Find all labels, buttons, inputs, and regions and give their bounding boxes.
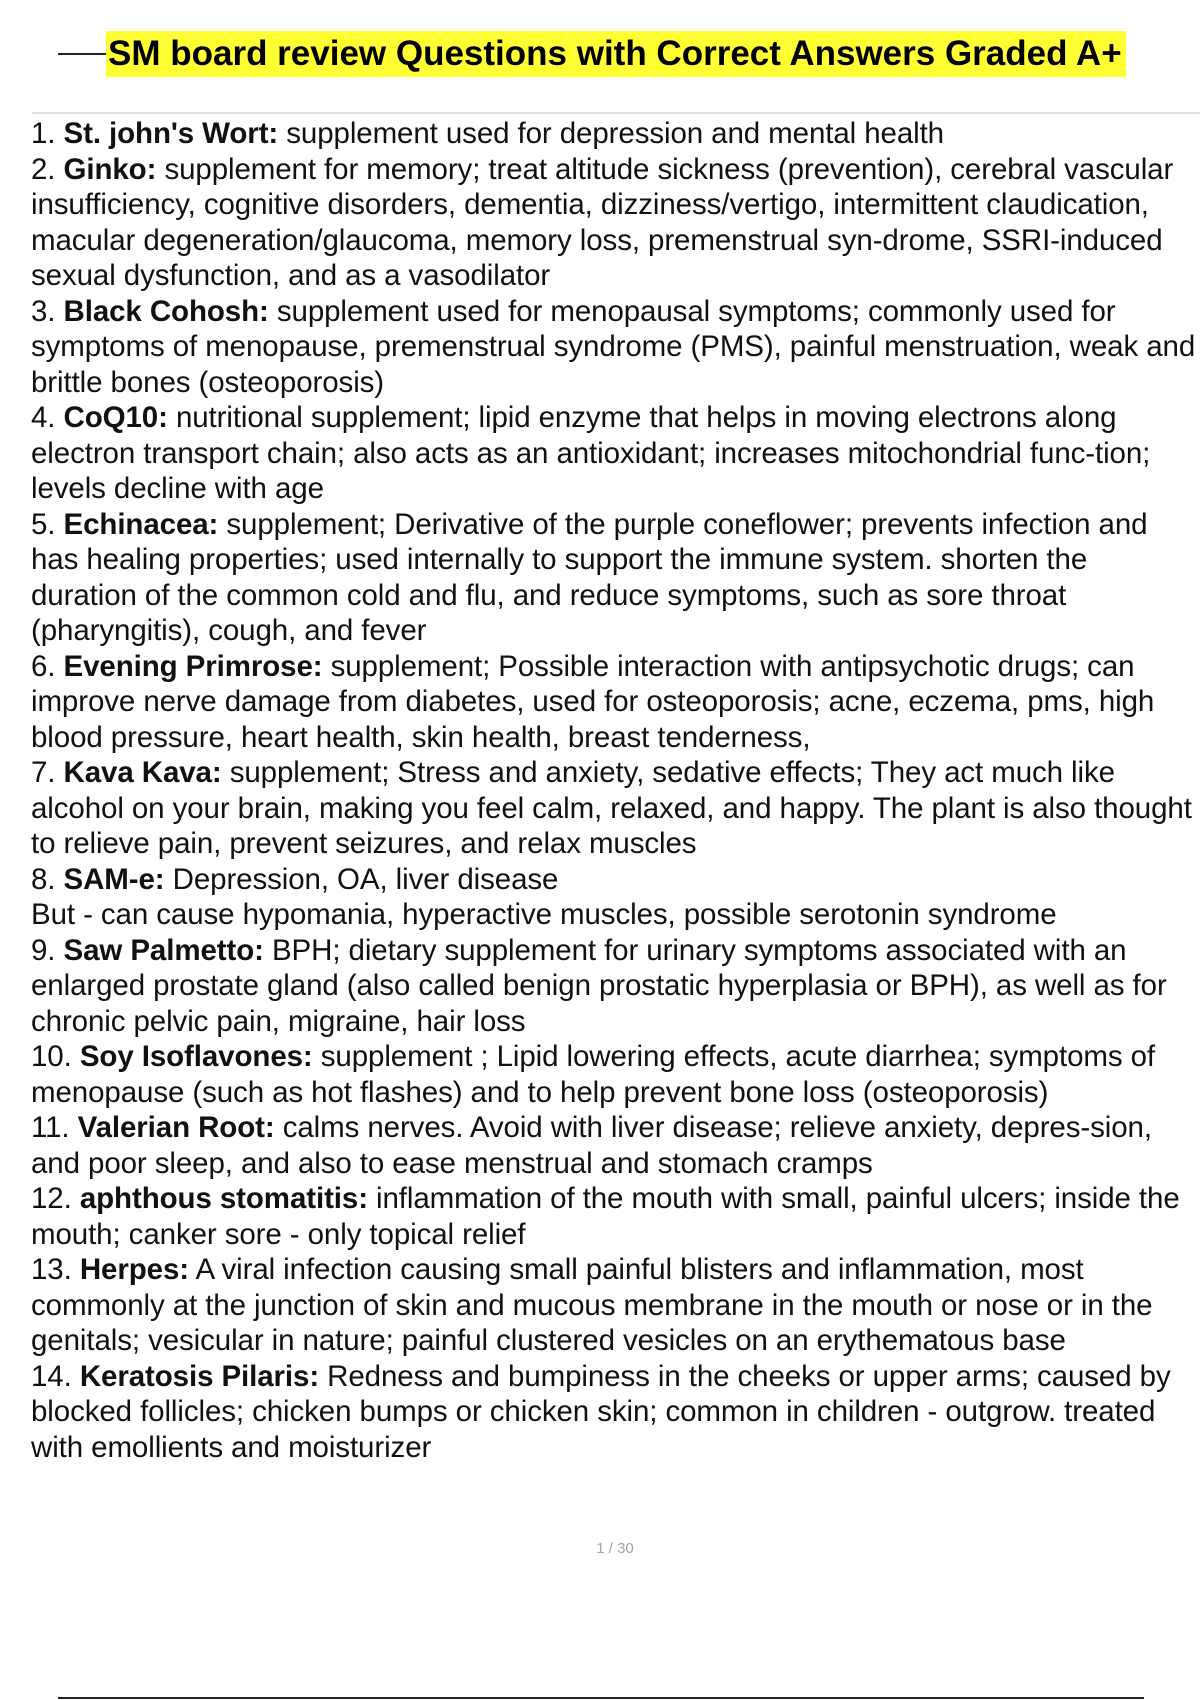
list-item xyxy=(31,1181,1200,1252)
item-number: 9. xyxy=(31,933,56,967)
item-definition: supplement; Possible interaction with antipsychotic drugs; can improve nerve damage from diabetes, used for osteoporosis; acne, eczema, pms, high blood pressure, heart health, skin health, breast tenderness, xyxy=(31,649,1155,754)
item-definition: nutritional supplement; lipid enzyme that helps in moving electrons along electron transport chain; also acts as an antioxidant; increases mitochondrial func-tion; levels decline with age xyxy=(31,401,1151,505)
list-item xyxy=(31,1039,1200,1110)
item-term: Herpes: xyxy=(79,1253,189,1286)
definition-list xyxy=(31,116,1200,1465)
item-term: Evening Primrose: xyxy=(63,649,323,683)
list-item xyxy=(31,1110,1200,1181)
item-number: 6. xyxy=(31,649,56,683)
list-item xyxy=(31,1359,1200,1466)
item-number: 14. xyxy=(31,1359,72,1393)
item-number: 2. xyxy=(31,152,56,186)
item-term: Keratosis Pilaris: xyxy=(79,1359,320,1393)
item-definition: supplement used for depression and mental health xyxy=(286,117,944,150)
item-number: 11. xyxy=(31,1111,70,1144)
page-title: SM board review Questions with Correct Answers Graded A+ xyxy=(106,31,1126,77)
item-definition: Depression, OA, liver disease xyxy=(172,862,559,896)
item-number: 7. xyxy=(31,756,56,789)
item-term: Ginko: xyxy=(63,152,157,186)
item-term: Kava Kava: xyxy=(63,756,222,789)
item-term: aphthous stomatitis: xyxy=(79,1182,368,1215)
item-definition: inflammation of the mouth with small, painful ulcers; inside the mouth; canker sore - only topical relief xyxy=(31,1182,1180,1251)
item-extra-line: But - can cause hypomania, hyperactive muscles, possible serotonin syndrome xyxy=(31,898,1057,931)
item-number: 12. xyxy=(31,1182,72,1215)
item-definition: supplement used for menopausal symptoms; commonly used for symptoms of menopause, premenstrual syndrome (PMS), painful menstruation, weak and brittle bones (osteoporosis) xyxy=(31,294,1196,399)
item-term: St. john's Wort: xyxy=(63,117,279,150)
bottom-divider xyxy=(58,1697,1144,1699)
item-number: 8. xyxy=(31,862,56,896)
item-number: 10. xyxy=(31,1040,72,1073)
list-item xyxy=(31,1252,1200,1359)
list-item xyxy=(31,294,1200,401)
item-term: Valerian Root: xyxy=(77,1111,275,1144)
list-item xyxy=(31,755,1200,862)
list-item xyxy=(31,649,1200,756)
title-divider xyxy=(32,112,1200,114)
item-number: 3. xyxy=(31,294,56,328)
item-definition: Redness and bumpiness in the cheeks or upper arms; caused by blocked follicles; chicken bumps or chicken skin; common in children - outgrow. treated with emollients and moisturizer xyxy=(31,1359,1171,1464)
item-term: CoQ10: xyxy=(63,401,168,434)
title-dash xyxy=(58,53,106,55)
item-term: SAM-e: xyxy=(63,862,165,896)
item-number: 4. xyxy=(31,401,56,434)
list-item xyxy=(31,507,1200,649)
title-row xyxy=(58,30,1126,78)
item-definition: supplement; Stress and anxiety, sedative effects; They act much like alcohol on your brain, making you feel calm, relaxed, and happy. The plant is also thought to relieve pain, prevent seizures, and relax muscles xyxy=(31,756,1192,860)
list-item xyxy=(31,400,1200,507)
item-definition: BPH; dietary supplement for urinary symptoms associated with an enlarged prostate gland (also called benign prostatic hyperplasia or BPH), as well as for chronic pelvic pain, migraine, hair loss xyxy=(31,933,1167,1038)
item-number: 13. xyxy=(31,1253,72,1286)
item-definition: supplement ; Lipid lowering effects, acute diarrhea; symptoms of menopause (such as hot flashes) and to help prevent bone loss (osteoporosis) xyxy=(31,1040,1156,1109)
item-number: 5. xyxy=(31,507,56,541)
item-term: Echinacea: xyxy=(63,507,219,541)
list-item xyxy=(31,933,1200,1040)
list-item xyxy=(31,116,1200,152)
page-number: 1 / 30 xyxy=(596,1540,634,1557)
item-number: 1. xyxy=(31,117,56,150)
item-term: Saw Palmetto: xyxy=(63,933,264,967)
item-term: Soy Isoflavones: xyxy=(79,1040,313,1073)
item-term: Black Cohosh: xyxy=(63,294,269,328)
item-definition: supplement for memory; treat altitude sickness (prevention), cerebral vascular insufficiency, cognitive disorders, dementia, dizziness/vertigo, intermittent claudication, macular degeneration/glaucoma, memory loss, premenstrual syn-drome, SSRI-induced sexual dysfunction, and as a vasodilator xyxy=(31,152,1174,292)
item-definition: A viral infection causing small painful blisters and inflammation, most commonly at the junction of skin and mucous membrane in the mouth or nose or in the genitals; vesicular in nature; painful clustered vesicles on an erythematous base xyxy=(31,1253,1153,1357)
list-item xyxy=(31,862,1200,898)
item-definition: supplement; Derivative of the purple coneflower; prevents infection and has healing properties; used internally to support the immune system. shorten the duration of the common cold and flu, and reduce symptoms, such as sore throat (pharyngitis), cough, and fever xyxy=(31,507,1148,647)
list-item xyxy=(31,152,1200,294)
item-definition: calms nerves. Avoid with liver disease; relieve anxiety, depres-sion, and poor sleep, and also to ease menstrual and stomach cramps xyxy=(31,1111,1152,1180)
